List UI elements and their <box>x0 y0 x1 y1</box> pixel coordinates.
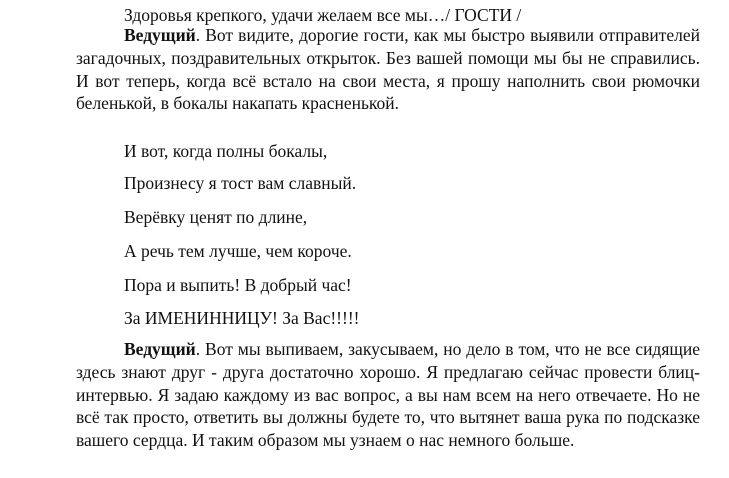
paragraph-host-2 <box>76 338 700 452</box>
verse-line-3: Верёвку ценят по длине, <box>124 207 308 227</box>
paragraph-host-1 <box>76 24 700 115</box>
verse-line-6: За ИМЕНИННИЦУ! За Вас!!!!! <box>124 308 360 328</box>
text-line-guests: Здоровья крепкого, удачи желаем все мы…/ ГОСТИ / <box>124 5 522 25</box>
speaker-label: Ведущий <box>124 25 196 45</box>
verse-line-1: И вот, когда полны бокалы, <box>124 141 328 161</box>
paragraph-text: . Вот видите, дорогие гости, как мы быстро выявили отправителей загадочных, поздравительных открыток. Без вашей помощи мы бы не справились. И вот теперь, когда всё встало на свои места, я прошу наполнить свои рюмочки беленькой, в бокалы накапать красненькой. <box>76 25 700 114</box>
verse-line-5: Пора и выпить! В добрый час! <box>124 275 352 295</box>
verse-line-4: А речь тем лучше, чем короче. <box>124 241 352 261</box>
speaker-label: Ведущий <box>124 339 196 359</box>
verse-line-2: Произнесу я тост вам славный. <box>124 173 357 193</box>
paragraph-text: . Вот мы выпиваем, закусываем, но дело в том, что не все сидящие здесь знают друг - друга достаточно хорошо. Я предлагаю сейчас провести блиц-интервью. Я задаю каждому из вас вопрос, а вы нам всем на него отвечаете. Но не всё так просто, ответить вы должны будете то, что вытянет ваша рука по подсказке вашего сердца. И таким образом мы узнаем о нас немного больше. <box>76 339 700 451</box>
